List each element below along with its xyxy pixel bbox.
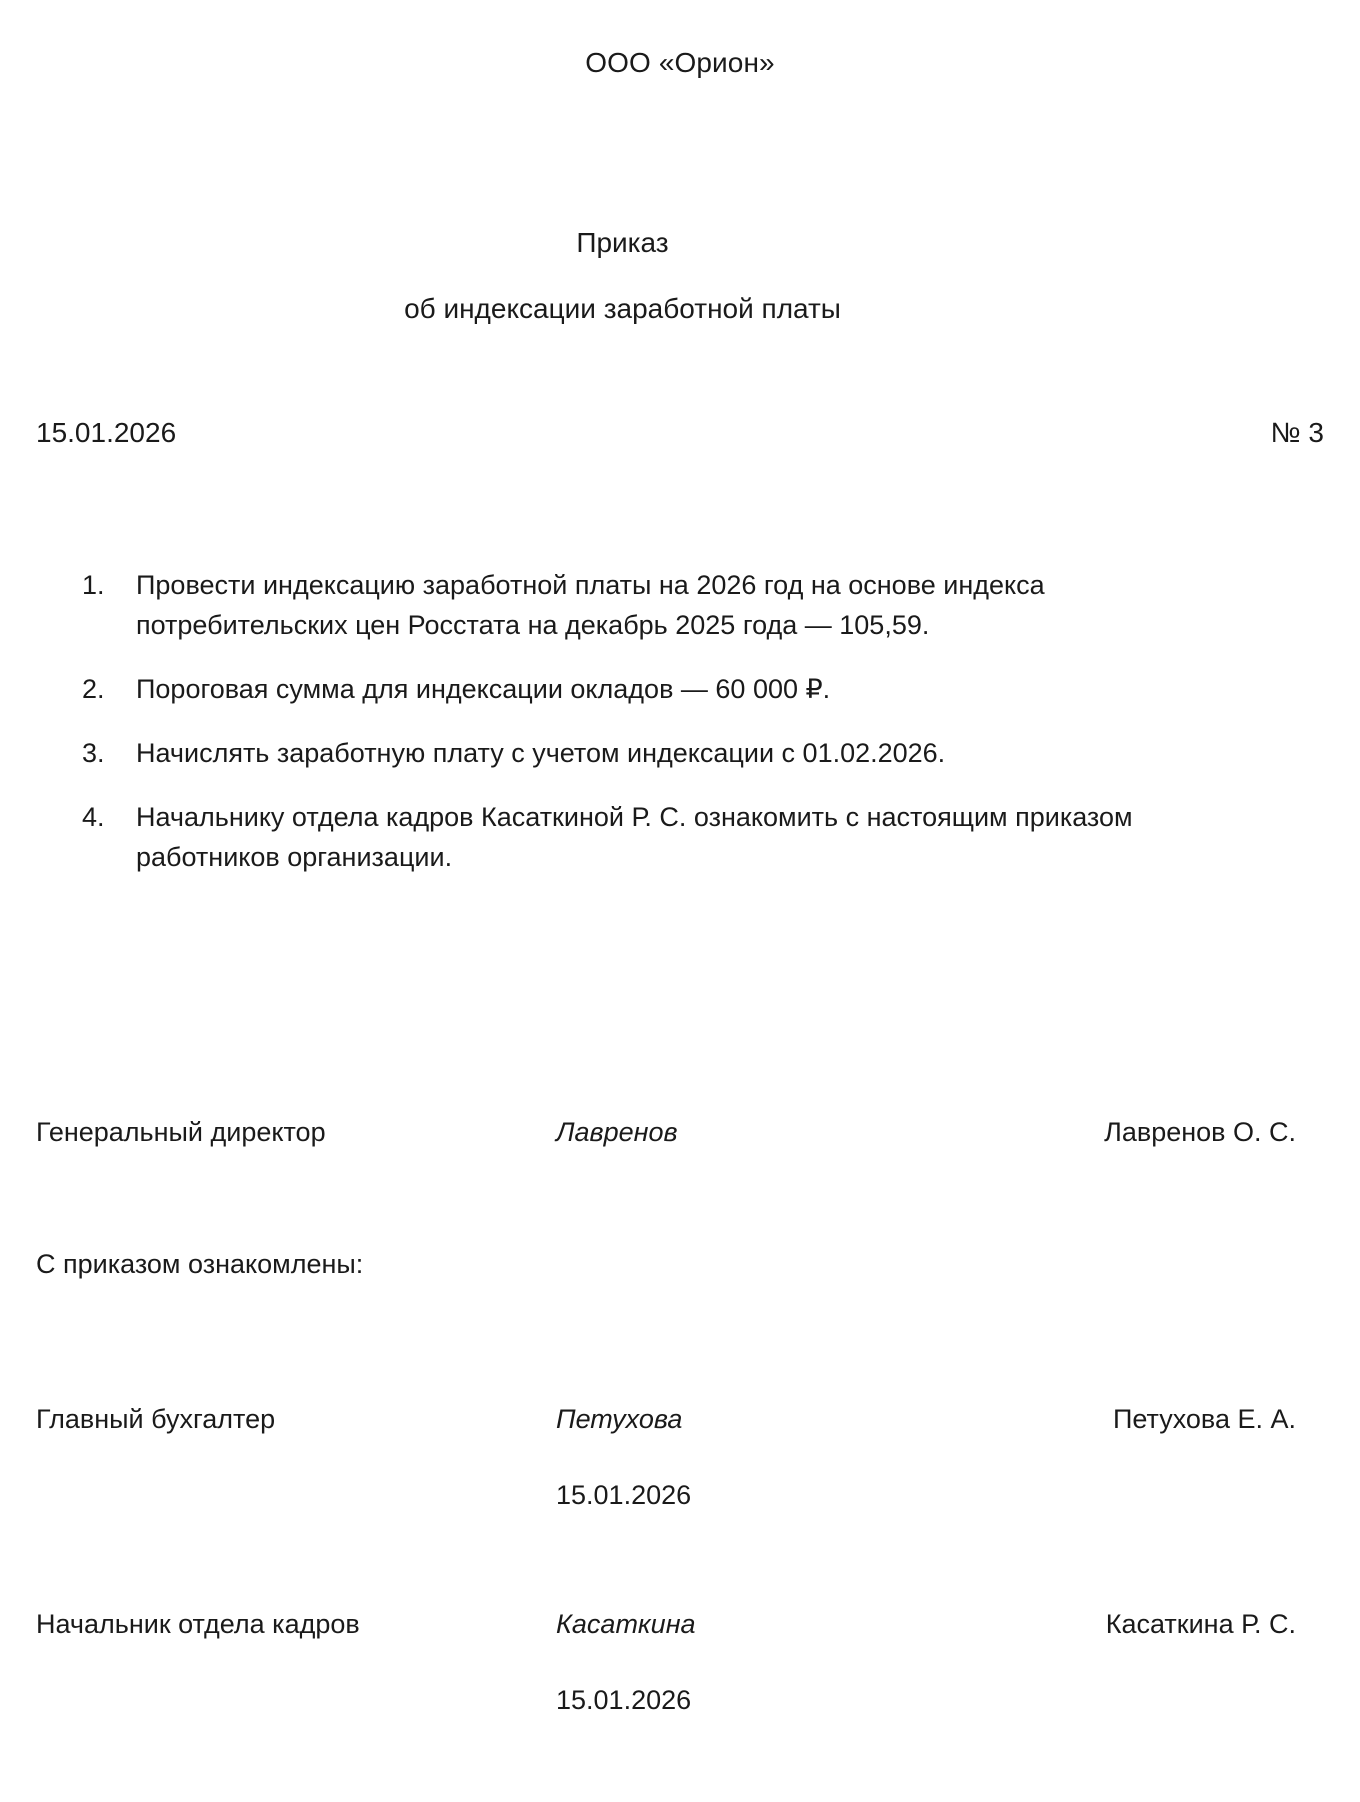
list-item-text: Пороговая сумма для индексации окладов — 60 000 ₽. [136, 674, 831, 704]
signature-block-hr-head [36, 1605, 1326, 1719]
handwritten-signature: Лавренов [556, 1117, 678, 1147]
handwritten-signature: Касаткина [556, 1609, 696, 1639]
list-item-marker: 1. [82, 570, 105, 600]
order-clauses-list [36, 565, 1326, 877]
list-item-text: Начальнику отдела кадров Касаткиной Р. С. ознакомить с настоящим приказом работников организации. [136, 802, 1133, 872]
signatory-name: Петухова Е. А. [1113, 1404, 1296, 1434]
spacer [36, 1476, 556, 1514]
signature-block-accountant [36, 1400, 1326, 1514]
list-item [36, 797, 1326, 877]
acknowledgement-label: С приказом ознакомлены: [36, 1249, 364, 1279]
list-item [36, 565, 1326, 645]
document-date: 15.01.2026 [36, 417, 177, 448]
signature-date-row [36, 1681, 1326, 1719]
signatory-name: Лавренов О. С. [1104, 1117, 1296, 1147]
signature-date-row [36, 1476, 1326, 1514]
list-item-marker: 3. [82, 738, 105, 768]
signatory-role: Главный бухгалтер [36, 1404, 276, 1434]
signature-row [36, 1113, 1326, 1151]
list-item-text: Провести индексацию заработной платы на 2026 год на основе индекса потребительских цен Росстата на декабрь 2025 года — 105,59. [136, 570, 1045, 640]
signature-date: 15.01.2026 [556, 1685, 692, 1715]
spacer [36, 1681, 556, 1719]
document-meta-row [36, 415, 1324, 451]
document-number: № 3 [1270, 417, 1324, 448]
list-item-text: Начислять заработную плату с учетом индексации с 01.02.2026. [136, 738, 946, 768]
signature-row [36, 1605, 1326, 1643]
signatory-name: Касаткина Р. С. [1105, 1609, 1296, 1639]
signature-date: 15.01.2026 [556, 1480, 692, 1510]
handwritten-signature: Петухова [556, 1404, 683, 1434]
signatory-role: Генеральный директор [36, 1117, 326, 1147]
signatory-role: Начальник отдела кадров [36, 1609, 360, 1639]
list-item [36, 733, 1326, 773]
list-item-marker: 4. [82, 802, 105, 832]
document-subtitle: об индексации заработной платы [404, 293, 841, 324]
signature-block-director [36, 1113, 1326, 1151]
document-title: Приказ [576, 227, 669, 258]
list-item [36, 669, 1326, 709]
signature-row [36, 1400, 1326, 1438]
list-item-marker: 2. [82, 674, 105, 704]
organization-name: ООО «Орион» [585, 47, 775, 78]
